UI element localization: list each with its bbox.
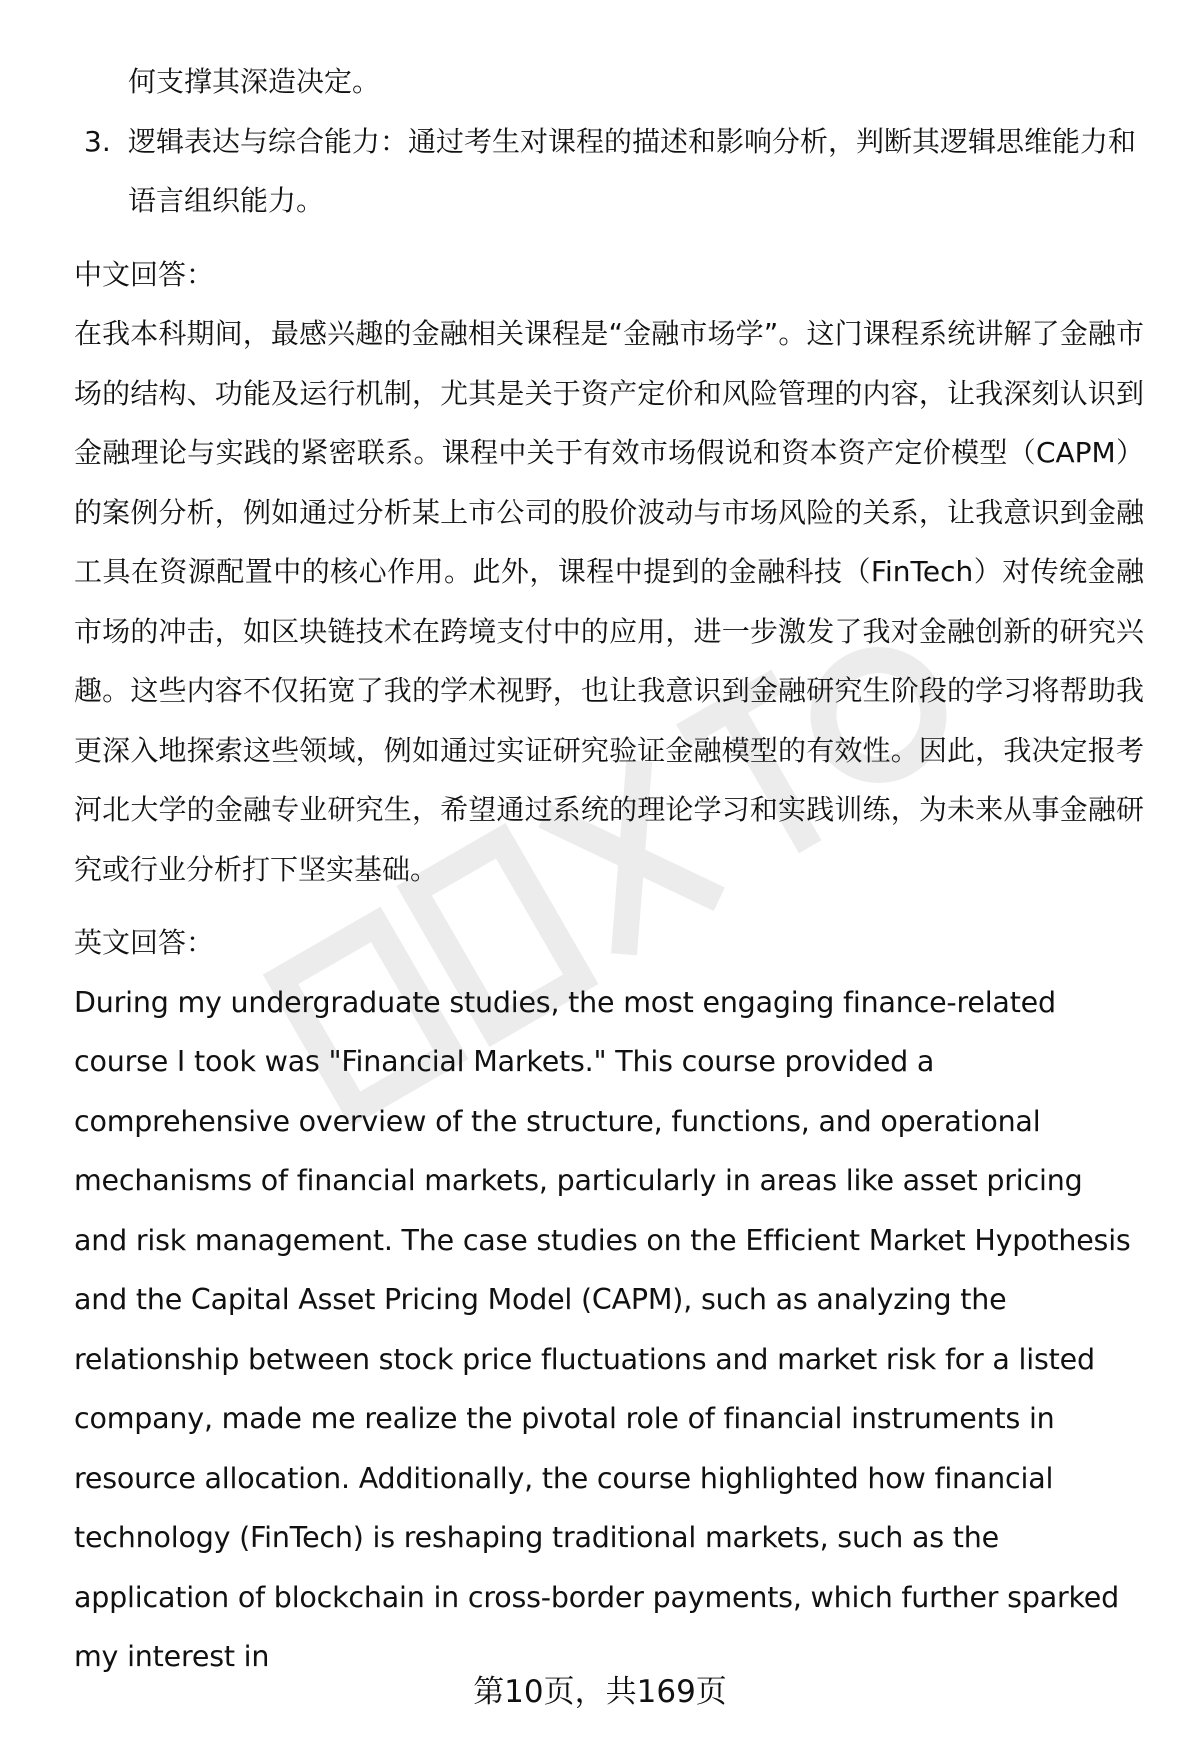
english-answer-body: During my undergraduate studies, the most engaging finance-related course I took was "Financial Markets." This course provided a comprehensive overview of the structure, functions, and operational mechanisms of financial markets, particularly in areas like asset pricing and risk management. The case studies on the Efficient Market Hypothesis and the Capital Asset Pricing Model (CAPM), such as analyzing the relationship between stock price fluctuations and market risk for a listed company, made me realize the pivotal role of financial instruments in resource allocation. Additionally, the course highlighted how financial technology (FinTech) is reshaping traditional markets, such as the application of blockchain in cross-border payments, which further sparked my interest in xyxy=(74,985,1131,1673)
list-item-2-continuation xyxy=(74,52,1144,112)
list-number: 3. xyxy=(84,124,111,158)
english-answer-heading: 英文回答： xyxy=(74,926,215,959)
chinese-answer-body: 在我本科期间，最感兴趣的金融相关课程是“金融市场学”。这门课程系统讲解了金融市场的结构、功能及运行机制，尤其是关于资产定价和风险管理的内容，让我深刻认识到金融理论与实践的紧密联系。课程中关于有效市场假说和资本资产定价模型（CAPM）的案例分析，例如通过分析某上市公司的股价波动与市场风险的关系，让我意识到金融工具在资源配置中的核心作用。此外，课程中提到的金融科技（FinTech）对传统金融市场的冲击，如区块链技术在跨境支付中的应用，进一步激发了我对金融创新的研究兴趣。这些内容不仅拓宽了我的学术视野，也让我意识到金融研究生阶段的学习将帮助我更深入地探索这些领域，例如通过实证研究验证金融模型的有效性。因此，我决定报考河北大学的金融专业研究生，希望通过系统的理论学习和实践训练，为未来从事金融研究或行业分析打下坚实基础。 xyxy=(74,317,1144,886)
chinese-answer-heading: 中文回答： xyxy=(74,257,215,291)
list-item-text: 逻辑表达与综合能力：通过考生对课程的描述和影响分析，判断其逻辑思维能力和语言组织能力。 xyxy=(128,124,1137,217)
document-content xyxy=(74,52,1144,1687)
page-footer: 第10页，共169页 xyxy=(473,1674,727,1710)
list-item-text: 何支撑其深造决定。 xyxy=(128,65,381,98)
list-item-3 xyxy=(74,112,1144,231)
